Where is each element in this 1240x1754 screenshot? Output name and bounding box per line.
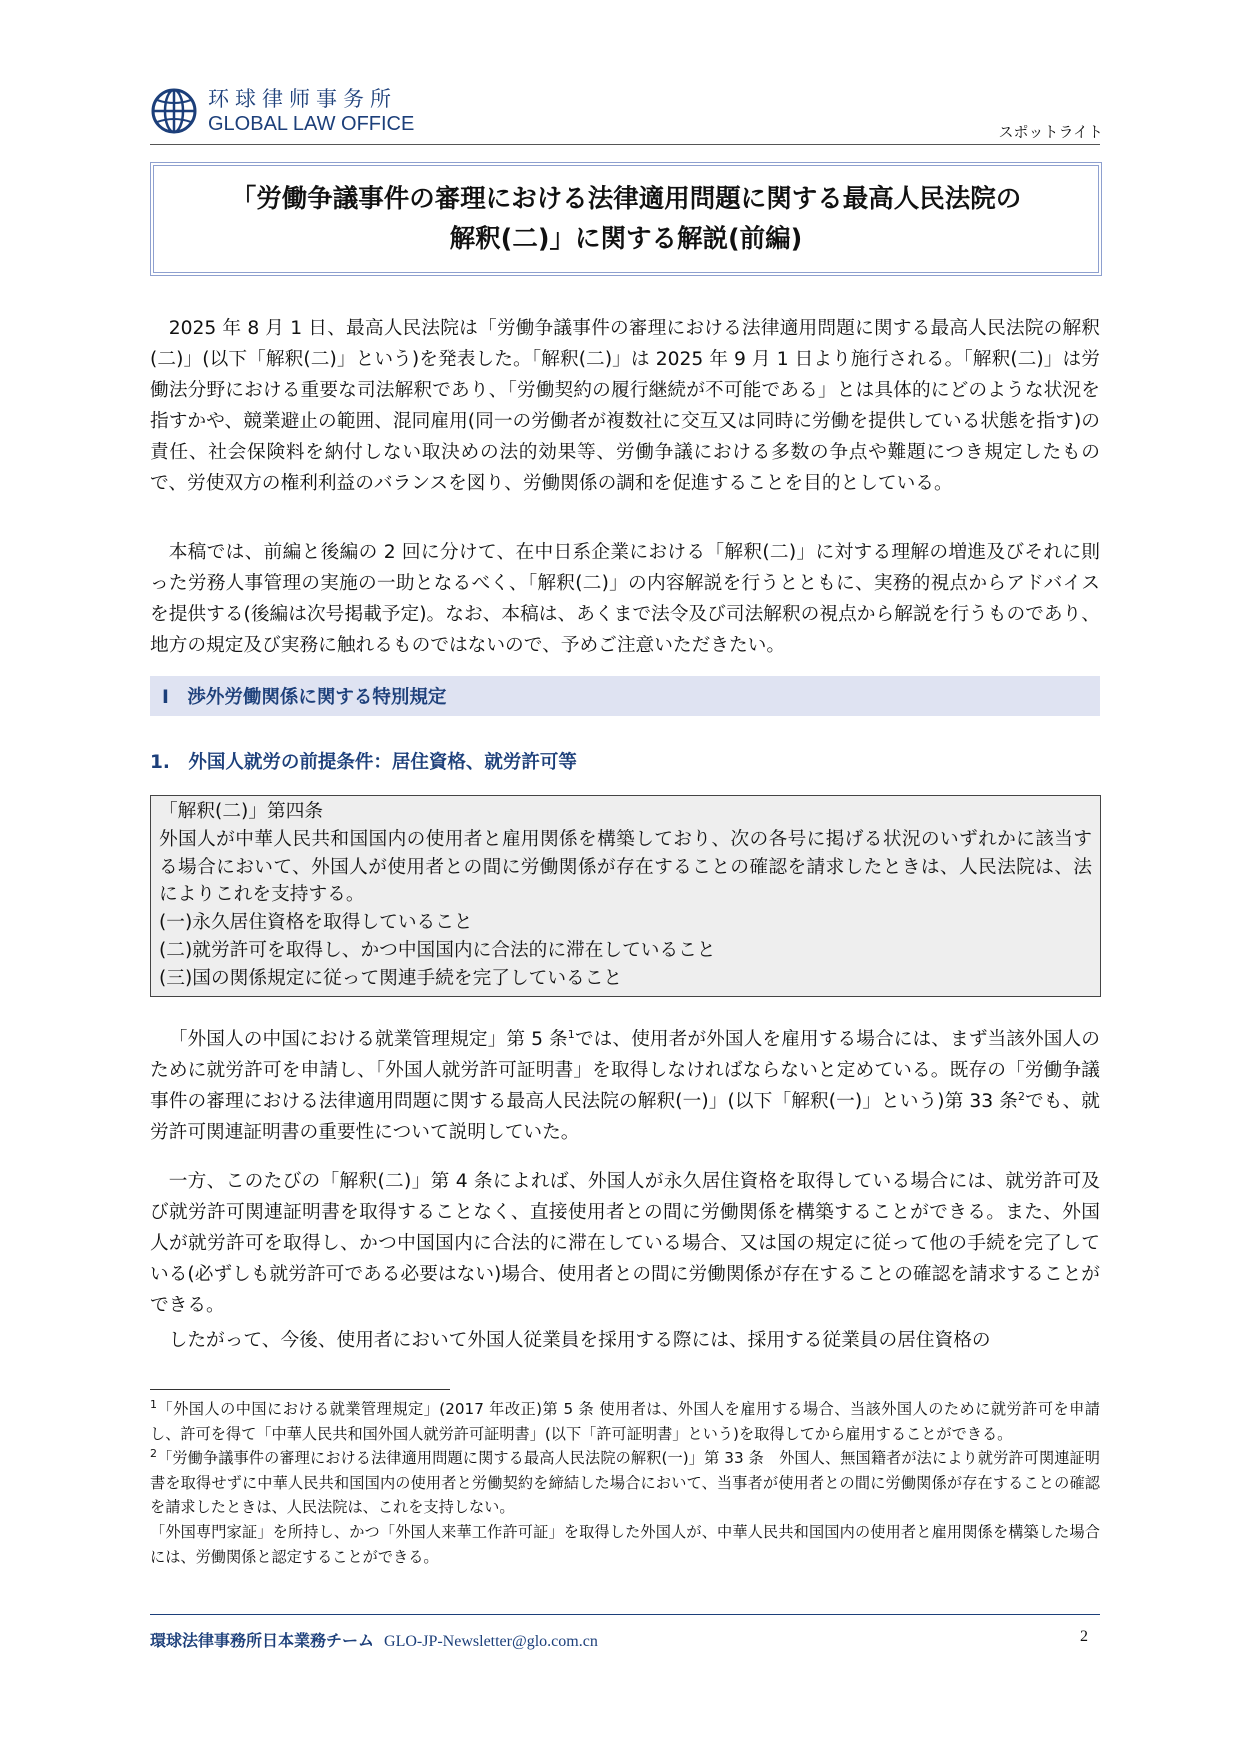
page-title <box>231 179 1022 259</box>
section-heading-bar <box>150 676 1100 716</box>
footnote-ref-1[interactable]: 1 <box>567 1027 575 1041</box>
footnote-divider <box>150 1389 450 1390</box>
footnote-number: 2 <box>150 1447 157 1461</box>
footnote-ref-2[interactable]: 2 <box>1017 1089 1025 1103</box>
body-text: 「外国人の中国における就業管理規定」第 5 条 <box>168 1029 568 1050</box>
footer-team: 環球法律事務所日本業務チーム <box>150 1631 375 1650</box>
firm-logo <box>150 86 414 136</box>
intro-paragraph-2: 本稿では、前編と後編の 2 回に分けて、在中日系企業における「解釈(二)」に対する理解の増進及びそれに則った労務人事管理の実施の一助となるべく、「解釈(二)」の内容解説を行うとともに、実務的視点からアドバイスを提供する(後編は次号掲載予定)。なお、本稿は、あくまで法令及び司法解釈の視点から解説を行うものであり、地方の規定及び実務に触れるものではないので、予めご注意いただきたい。 <box>150 542 1100 656</box>
section-heading: I 渉外労働関係に関する特別規定 <box>162 687 447 708</box>
footnote-text: 「労働争議事件の審理における法律適用問題に関する最高人民法院の解釈(一)」第 33 条 外国人、無国籍者が法により就労許可関連証明書を取得せずに中華人民共和国国内の使用者と労働契約を締結した場合において、当事者が使用者との間に労働関係が存在することの確認を請求したときは、人民法院は、これを支持しない。 <box>150 1449 1100 1517</box>
title-line-2: 解釈(二)」に関する解説(前編) <box>449 224 803 254</box>
body-text: でも、就労許可関連証明書の重要性について説明していた。 <box>150 1091 1100 1143</box>
title-line-1: 「労働争議事件の審理における法律適用問題に関する最高人民法院の <box>230 184 1022 214</box>
logo-english-name: GLOBAL LAW OFFICE <box>208 113 415 135</box>
footer-contact <box>150 1628 598 1651</box>
article-title: 「解釈(二)」第四条 <box>159 801 324 822</box>
footnote-2 <box>150 1446 1100 1520</box>
intro-paragraph-1: 2025 年 8 月 1 日、最高人民法院は「労働争議事件の審理における法律適用問題に関する最高人民法院の解釈(二)」(以下「解釈(二)」という)を発表した。「解釈(二)」は 2025 年 9 月 1 日より施行される。「解釈(二)」は労働法分野における重要な司法解釈であり、「労働契約の履行継続が不可能である」とは具体的にどのような状況を指すかや、競業避止の範囲、混同雇用(同一の労働者が複数社に交互又は同時に労働を提供している状態を指す)の責任、社会保険料を納付しない取決めの法的効果等、労働争議における多数の争点や難題につき規定したもので、労使双方の権利利益のバランスを図り、労働関係の調和を促進することを目的としている。 <box>150 318 1100 494</box>
sub-heading: 1. 外国人就労の前提条件：居住資格、就労許可等 <box>150 752 577 773</box>
article-quote-box <box>150 795 1101 997</box>
title-box <box>150 162 1102 276</box>
section-label: スポットライト <box>998 123 1103 141</box>
footer-email-link[interactable]: GLO-JP-Newsletter@glo.com.cn <box>384 1633 598 1650</box>
article-item: (二)就労許可を取得し、かつ中国国内に合法的に滞在していること <box>159 939 716 961</box>
footnote-text: 「外国人の中国における就業管理規定」(2017 年改正)第 5 条 使用者は、外国人を雇用する場合、当該外国人のために就労許可を申請し、許可を得て「中華人民共和国外国人就労許可証明書」(以下「許可証明書」という)を取得してから雇用することができる。 <box>150 1400 1100 1443</box>
footnotes <box>150 1397 1100 1569</box>
body-paragraph-3 <box>150 1024 1100 1148</box>
header-divider <box>150 144 1100 145</box>
logo-chinese-name: 环球律师事务所 <box>208 87 397 111</box>
body-paragraph-4: 一方、このたびの「解釈(二)」第 4 条によれば、外国人が永久居住資格を取得している場合には、就労許可及び就労許可関連証明書を取得することなく、直接使用者との間に労働関係を構築することができる。また、外国人が就労許可を取得し、かつ中国国内に合法的に滞在している場合、又は国の規定に従って他の手続を完了している(必ずしも就労許可である必要はない)場合、使用者との間に労働関係が存在することの確認を請求することができる。 <box>150 1171 1100 1316</box>
footnote-2-continuation: 「外国専門家証」を所持し、かつ「外国人来華工作許可証」を取得した外国人が、中華人民共和国国内の使用者と雇用関係を構築した場合には、労働関係と認定することができる。 <box>150 1522 1100 1566</box>
article-body: 外国人が中華人民共和国国内の使用者と雇用関係を構築しており、次の各号に掲げる状況のいずれかに該当する場合において、外国人が使用者との間に労働関係が存在することの確認を請求したときは、人民法院は、法によりこれを支持する。 <box>159 828 1092 906</box>
footnote-1 <box>150 1397 1100 1446</box>
article-item: (三)国の関係規定に従って関連手続を完了していること <box>159 967 623 989</box>
article-item: (一)永久居住資格を取得していること <box>159 912 473 934</box>
body-text: では、使用者が外国人を雇用する場合には、まず当該外国人のために就労許可を申請し、「外国人就労許可証明書」を取得しなければならないと定めている。既存の「労働争議事件の審理における法律適用問題に関する最高人民法院の解釈(一)」(以下「解釈(一)」という)第 33 条 <box>150 1029 1100 1112</box>
globe-icon <box>150 87 198 135</box>
body-paragraph-5: したがって、今後、使用者において外国人従業員を採用する際には、採用する従業員の居住資格の <box>168 1330 991 1351</box>
footnote-number: 1 <box>150 1397 157 1411</box>
footer-divider <box>150 1614 1100 1615</box>
page-number: 2 <box>1080 1628 1088 1645</box>
